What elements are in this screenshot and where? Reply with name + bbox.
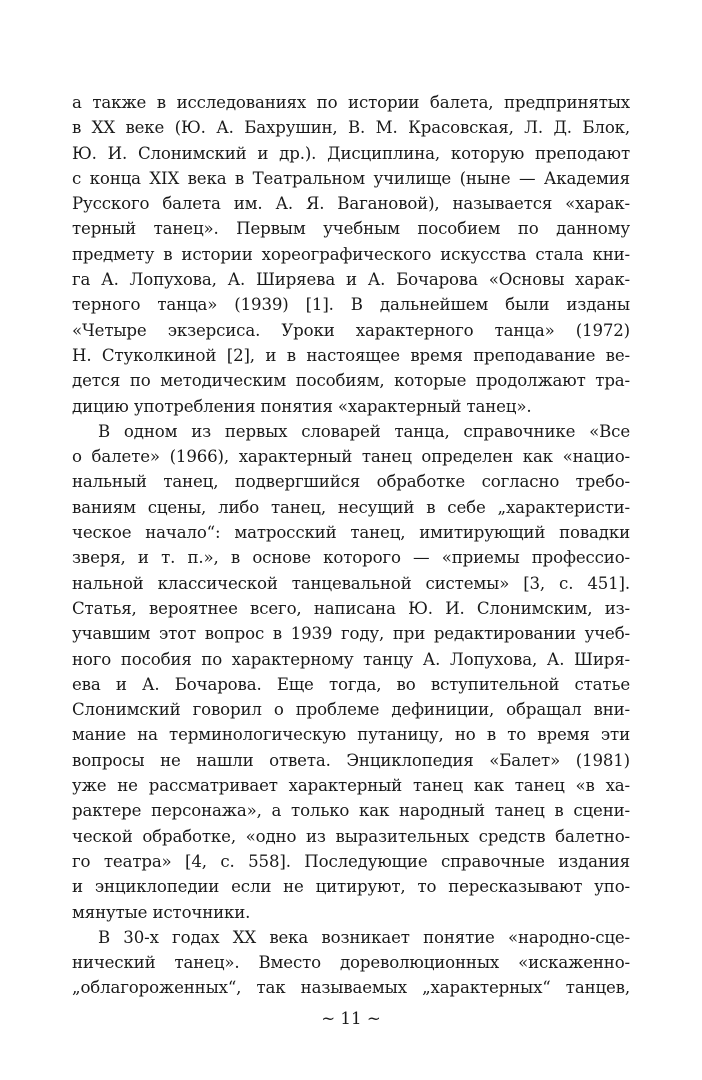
page-text [72, 90, 630, 1001]
text-line: ного пособия по характерному танцу А. Лопухова, А. Ширя- [72, 649, 630, 669]
text-line: Н. Стуколкиной [2], и в настоящее время преподавание ве- [72, 345, 630, 365]
text-line: и энциклопедии если не цитируют, то пересказывают упо- [72, 877, 630, 897]
text-line: предмету в истории хореографического искусства стала кни- [72, 244, 630, 264]
paragraph-3 [72, 925, 630, 1001]
text-line: Ю. И. Слонимский и др.). Дисциплина, которую преподают [72, 143, 630, 163]
text-line: дется по методическим пособиям, которые продолжают тра- [72, 371, 630, 391]
paragraph-2 [72, 419, 630, 925]
text-line: го театра» [4, с. 558]. Последующие справочные издания [72, 851, 630, 871]
text-line: вопросы не нашли ответа. Энциклопедия «Балет» (1981) [72, 750, 630, 770]
text-line: «Четыре экзерсиса. Уроки характерного танца» (1972) [72, 320, 630, 340]
text-line: в XX веке (Ю. А. Бахрушин, В. М. Красовская, Л. Д. Блок, [72, 118, 630, 138]
text-line: Статья, вероятнее всего, написана Ю. И. Слонимским, из- [72, 598, 630, 618]
text-line: рактере персонажа», а только как народный танец в сцени- [72, 801, 630, 821]
text-line: „облагороженных“, так называемых „характерных“ танцев, [72, 978, 630, 998]
paragraph-1 [72, 90, 630, 419]
text-line: Слонимский говорил о проблеме дефиниции, обращал вни- [72, 700, 630, 720]
page-number: ~ 11 ~ [321, 1009, 381, 1028]
text-line: терного танца» (1939) [1]. В дальнейшем были изданы [72, 295, 630, 315]
text-line: зверя, и т. п.», в основе которого — «приемы профессио- [72, 548, 630, 568]
text-line: а также в исследованиях по истории балета, предпринятых [72, 93, 630, 112]
text-line: уже не рассматривает характерный танец как танец «в ха- [72, 776, 630, 796]
text-line: Русского балета им. А. Я. Вагановой), называется «харак- [72, 194, 630, 214]
text-line: ческое начало“: матросский танец, имитирующий повадки [72, 523, 630, 543]
text-line: мянутые источники. [72, 902, 251, 922]
text-line: учавшим этот вопрос в 1939 году, при редактировании учеб- [72, 624, 630, 644]
text-line: с конца XIX века в Театральном училище (ныне — Академия [72, 168, 630, 188]
text-line: дицию употребления понятия «характерный танец». [72, 396, 532, 416]
text-line: нальной классической танцевальной системы» [3, с. 451]. [72, 573, 630, 593]
text-line: нический танец». Вместо дореволюционных «искаженно- [72, 953, 630, 973]
text-line: ева и А. Бочарова. Еще тогда, во вступительной статье [72, 674, 630, 694]
text-line: В одном из первых словарей танца, справочнике «Все [98, 421, 630, 441]
text-line: ваниям сцены, либо танец, несущий в себе „характеристи- [72, 497, 630, 517]
text-line: ческой обработке, «одно из выразительных средств балетно- [72, 826, 630, 846]
text-line: В 30-х годах XX века возникает понятие «народно-сце- [98, 927, 630, 947]
text-line: мание на терминологическую путаницу, но в то время эти [72, 725, 630, 745]
text-line: нальный танец, подвергшийся обработке согласно требо- [72, 472, 630, 492]
text-line: о балете» (1966), характерный танец определен как «нацио- [72, 447, 630, 467]
text-line: терный танец». Первым учебным пособием по данному [72, 219, 630, 239]
text-line: га А. Лопухова, А. Ширяева и А. Бочарова «Основы харак- [72, 270, 630, 290]
